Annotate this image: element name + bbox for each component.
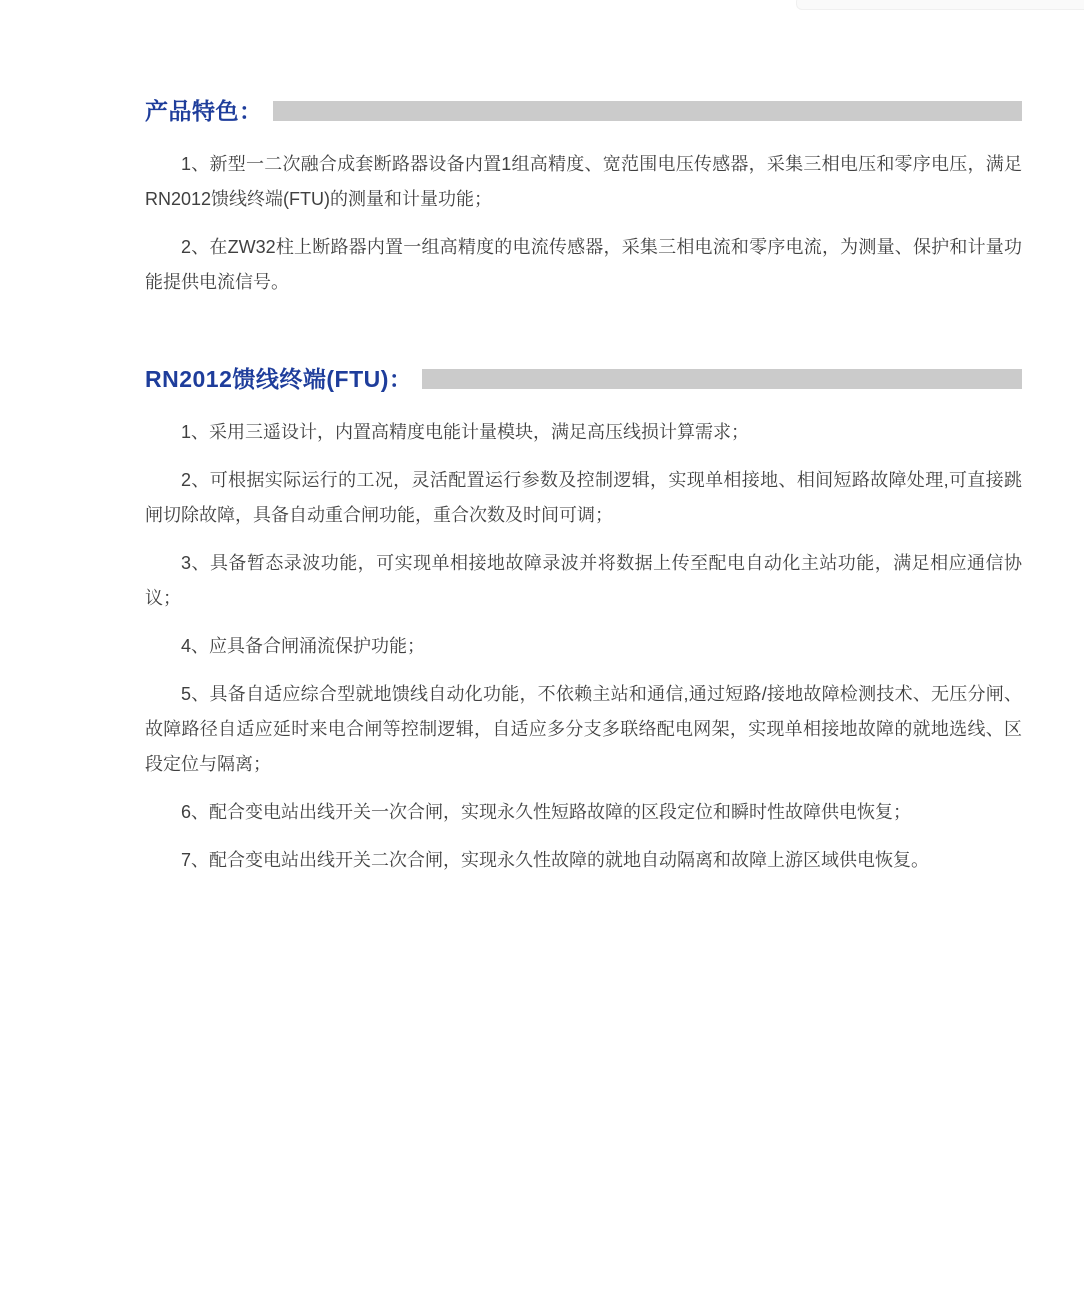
section-header — [145, 364, 1022, 394]
paragraph: 7、配合变电站出线开关二次合闸，实现永久性故障的就地自动隔离和故障上游区域供电恢复。 — [181, 850, 930, 870]
paragraph: 2、在ZW32柱上断路器内置一组高精度的电流传感器，采集三相电流和零序电流，为测量、保护和计量功能提供电流信号。 — [145, 237, 1022, 292]
paragraph: 3、具备暂态录波功能，可实现单相接地故障录波并将数据上传至配电自动化主站功能，满足相应通信协议； — [145, 553, 1022, 608]
section-title-bar — [273, 101, 1023, 121]
paragraph: 2、可根据实际运行的工况，灵活配置运行参数及控制逻辑，实现单相接地、相间短路故障处理,可直接跳闸切除故障，具备自动重合闸功能，重合次数及时间可调； — [145, 470, 1022, 525]
section-rn2012-ftu — [145, 364, 1022, 878]
section-title-bar — [422, 369, 1022, 389]
paragraph: 4、应具备合闸涌流保护功能； — [181, 636, 426, 656]
section-header — [145, 96, 1022, 126]
paragraph: 5、具备自适应综合型就地馈线自动化功能，不依赖主站和通信,通过短路/接地故障检测技术、无压分闸、故障路径自适应延时来电合闸等控制逻辑，自适应多分支多联络配电网架，实现单相接地故障的就地选线、区段定位与隔离； — [145, 684, 1022, 774]
paragraph: 1、采用三遥设计，内置高精度电能计量模块，满足高压线损计算需求； — [181, 422, 750, 442]
section-title: RN2012馈线终端(FTU)： — [145, 366, 413, 392]
section-title: 产品特色： — [145, 98, 263, 124]
paragraph: 6、配合变电站出线开关一次合闸，实现永久性短路故障的区段定位和瞬时性故障供电恢复； — [181, 802, 912, 822]
paragraph: 1、新型一二次融合成套断路器设备内置1组高精度、宽范围电压传感器，采集三相电压和零序电压，满足RN2012馈线终端(FTU)的测量和计量功能； — [145, 154, 1022, 209]
document-content — [145, 96, 1022, 878]
section-product-features — [145, 96, 1022, 300]
top-right-artifact-bar — [796, 0, 1084, 10]
